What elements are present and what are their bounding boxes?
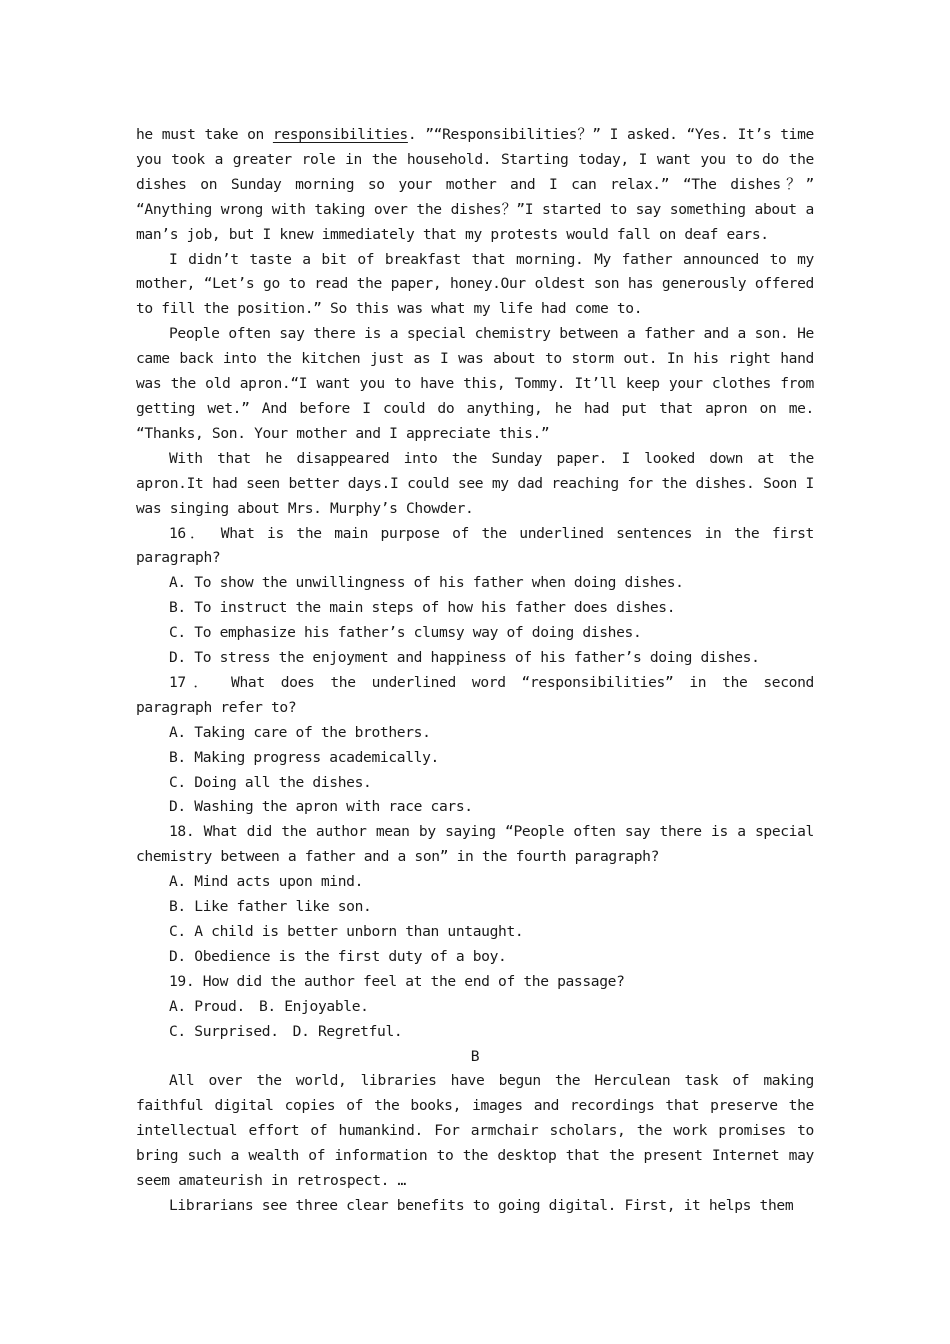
question-19-option-d: D. Regretful. bbox=[292, 1022, 403, 1040]
question-17-option-b: B. Making progress academically. bbox=[169, 748, 439, 766]
question-16-option-d: D. To stress the enjoyment and happiness of his father’s doing dishes. bbox=[169, 649, 760, 667]
question-19-option-a: A. Proud. bbox=[169, 997, 245, 1015]
question-16-option-c: C. To emphasize his father’s clumsy way of doing dishes. bbox=[169, 624, 642, 642]
passage-b-paragraph-2: Librarians see three clear benefits to going digital. First, it helps them bbox=[169, 1196, 794, 1214]
question-17-option-a: A. Taking care of the brothers. bbox=[169, 723, 431, 741]
question-16-option-a: A. To show the unwillingness of his father when doing dishes. bbox=[169, 574, 684, 592]
document-page bbox=[136, 123, 814, 1219]
underlined-word: responsibilities bbox=[272, 126, 408, 143]
question-19-option-c: C. Surprised. bbox=[169, 1022, 279, 1040]
question-19-options-row-2 bbox=[136, 1020, 814, 1045]
paragraph-text: . ”“Responsibilities？” I asked. “Yes. It’s time you took a greater role in the household. Starting today, I want you to do the dishes on Sunday morning so your mother and I can relax.” “The dishes？” “Anything wrong with taking over the dishes？”I started to say something about a man’s job, but I knew immediately that my protests would fall on deaf ears. bbox=[136, 126, 814, 243]
passage-b-heading: B bbox=[470, 1047, 480, 1065]
passage-a-paragraph-2: I didn’t taste a bit of breakfast that morning. My father announced to my mother, “Let’s go to read the paper, honey.Our oldest son has generously offered to fill the position.” So this was what my life had come to. bbox=[136, 250, 814, 318]
question-18-stem: 18. What did the author mean by saying “People often say there is a special chemistry between a father and a son” in the fourth paragraph? bbox=[136, 823, 814, 866]
question-19-options-row-1 bbox=[136, 995, 814, 1020]
question-17-option-c: C. Doing all the dishes. bbox=[169, 773, 372, 791]
passage-a-paragraph-1 bbox=[136, 123, 814, 248]
question-19-stem: 19. How did the author feel at the end of the passage? bbox=[169, 972, 625, 990]
question-16-stem: 16． What is the main purpose of the underlined sentences in the first paragraph? bbox=[136, 524, 814, 567]
paragraph-text: he must take on bbox=[136, 126, 273, 143]
question-18-option-a: A. Mind acts upon mind. bbox=[169, 873, 364, 891]
question-18-option-d: D. Obedience is the first duty of a boy. bbox=[169, 947, 507, 965]
question-18-option-b: B. Like father like son. bbox=[169, 898, 372, 916]
question-19-option-b: B. Enjoyable. bbox=[258, 997, 369, 1015]
passage-a-paragraph-3: People often say there is a special chemistry between a father and a son. He came back into the kitchen just as I was about to storm out. In his right hand was the old apron.“I want you to have this, Tommy. It’ll keep your clothes from getting wet.” And before I could do anything, he had put that apron on me. “Thanks, Son. Your mother and I appreciate this.” bbox=[136, 325, 814, 442]
question-16-option-b: B. To instruct the main steps of how his father does dishes. bbox=[169, 599, 676, 617]
passage-b-paragraph-1: All over the world, libraries have begun the Herculean task of making faithful digital copies of the books, images and recordings that preserve the intellectual effort of humankind. For armchair scholars, the work promises to bring such a wealth of information to the desktop that the present Internet may seem amateurish in retrospect. … bbox=[136, 1072, 814, 1190]
question-17-option-d: D. Washing the apron with race cars. bbox=[169, 798, 473, 816]
passage-a-paragraph-4: With that he disappeared into the Sunday paper. I looked down at the apron.It had seen better days.I could see my dad reaching for the dishes. Soon I was singing about Mrs. Murphy’s Chowder. bbox=[136, 449, 814, 517]
question-18-option-c: C. A child is better unborn than untaught. bbox=[169, 923, 524, 940]
question-17-stem: 17． What does the underlined word “responsibilities” in the second paragraph refer to? bbox=[136, 673, 814, 716]
